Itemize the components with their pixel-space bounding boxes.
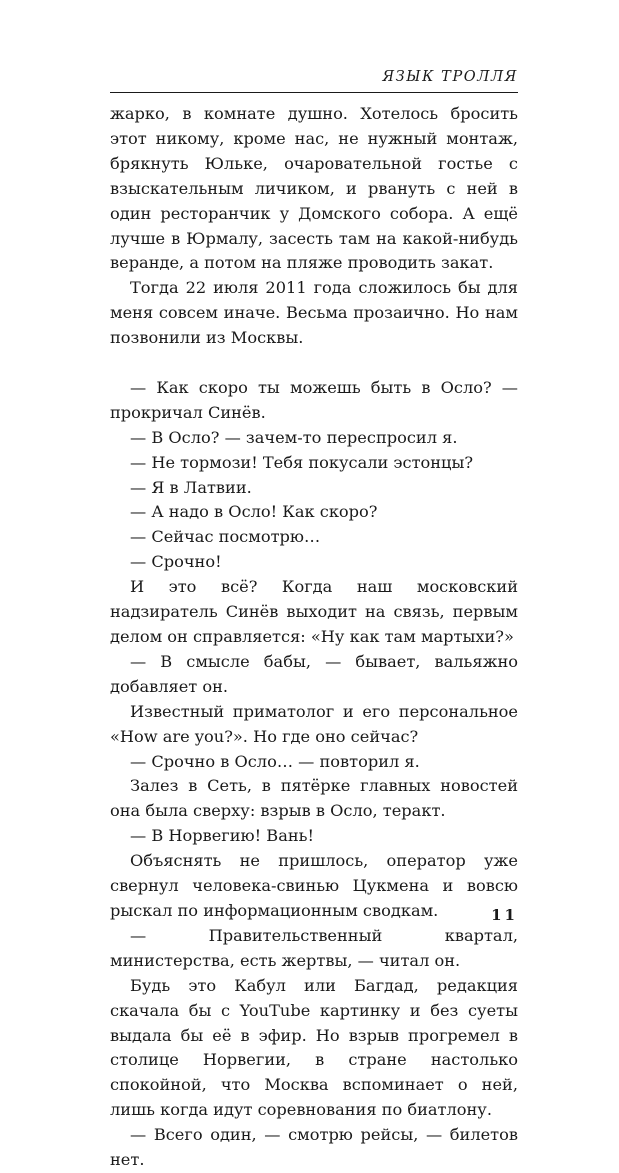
- dialogue-line: — Как скоро ты можешь быть в Осло? — прокричал Синёв.: [110, 377, 518, 422]
- running-title: ЯЗЫК ТРОЛЛЯ: [382, 69, 518, 85]
- header-rule: [110, 92, 518, 93]
- paragraph: Будь это Кабул или Багдад, редакция скачала бы с YouTube картинку и без суеты выдала бы её в эфир. Но взрыв прогремел в столице Норвегии, в стране настолько спокойной, что Москва вспоминает о ней, лишь когда идут соревнования по биатлону.: [110, 975, 518, 1120]
- dialogue-line: — В Норвегию! Вань!: [130, 826, 314, 846]
- paragraph-continuation: жарко, в комнате душно. Хотелось бросить этот никому, кроме нас, не нужный монтаж, брякнуть Юльке, очаровательной гостье с взыскательным личиком, и рвануть с ней в один ресторанчик у Домского собора. А ещё лучше в Юрмалу, засесть там на какой-нибудь веранде, а потом на пляже проводить закат.: [110, 104, 518, 273]
- dialogue-line: — Не тормози! Тебя покусали эстонцы?: [130, 452, 474, 472]
- page-text: [110, 102, 518, 1173]
- dialogue-line: — Всего один, — смотрю рейсы, — билетов нет.: [110, 1125, 518, 1170]
- paragraph: Тогда 22 июля 2011 года сложилось бы для меня совсем иначе. Весьма прозаично. Но нам позвонили из Москвы.: [110, 278, 518, 348]
- paragraph: Объяснять не пришлось, оператор уже свернул человека-свинью Цукмена и вовсю рыскал по информационным сводкам.: [110, 851, 518, 920]
- dialogue-line: — Срочно!: [130, 552, 222, 572]
- dialogue-line: — Я в Латвии.: [130, 477, 252, 497]
- dialogue-line: — Правительственный квартал, министерства, есть жертвы, — читал он.: [110, 925, 518, 970]
- page-number: 11: [491, 906, 518, 924]
- dialogue-line: — А надо в Осло! Как скоро?: [130, 502, 378, 522]
- paragraph: Залез в Сеть, в пятёрке главных новостей она была сверху: взрыв в Осло, теракт.: [110, 776, 518, 821]
- paragraph: И это всё? Когда наш московский надзиратель Синёв выходит на связь, первым делом он справляется: «Ну как там мартыхи?»: [110, 577, 518, 647]
- paragraph: Известный приматолог и его персональное «How are you?». Но где оно сейчас?: [110, 701, 518, 746]
- dialogue-line: — Сейчас посмотрю…: [130, 527, 321, 547]
- dialogue-line: — Срочно в Осло… — повторил я.: [130, 751, 420, 771]
- dialogue-line: — В Осло? — зачем-то переспросил я.: [130, 427, 458, 447]
- dialogue-line: — В смысле бабы, — бывает, вальяжно добавляет он.: [110, 651, 518, 696]
